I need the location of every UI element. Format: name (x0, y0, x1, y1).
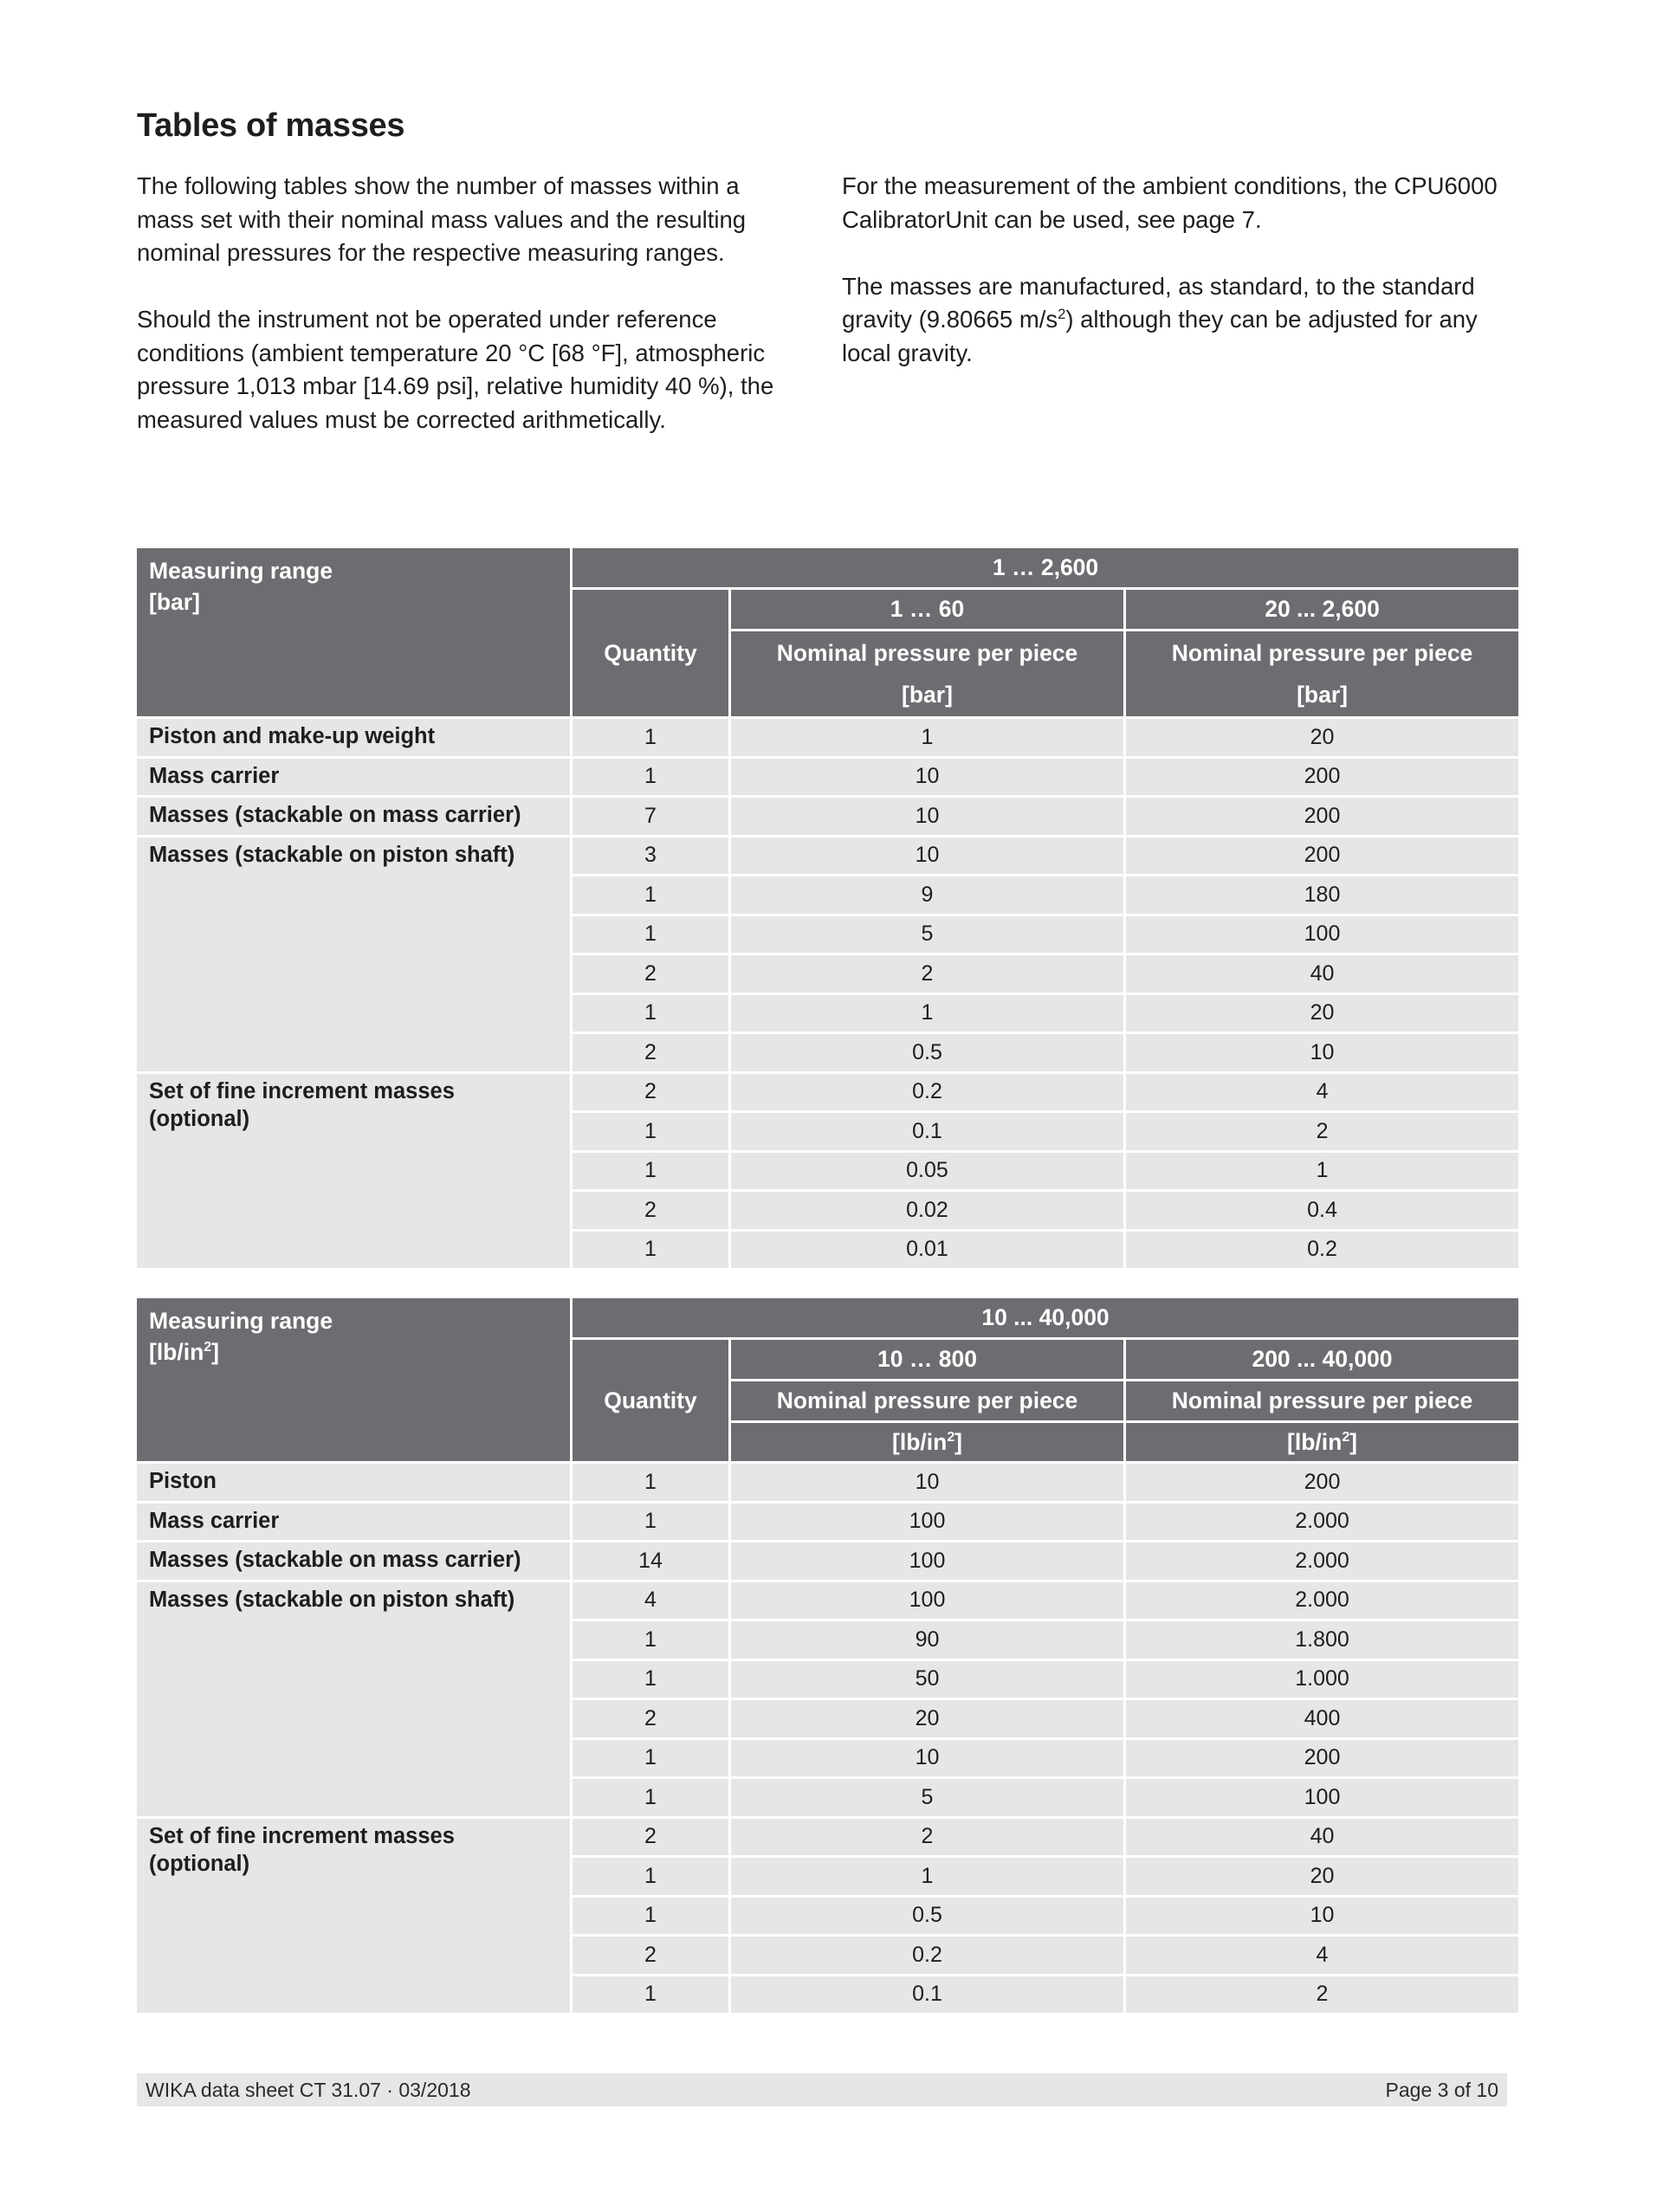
table-row (137, 759, 1518, 796)
nominal-unit: [bar] (902, 682, 953, 708)
quantity-cell: 2 (573, 955, 728, 993)
superscript: 2 (1058, 306, 1066, 322)
nominal-unit-header-1 (731, 1423, 1123, 1461)
group-label-line: Set of fine increment masses (149, 1823, 455, 1848)
mass-table-bar (134, 546, 1521, 1271)
quantity-cell: 1 (573, 1113, 728, 1150)
pressure-cell: 2.000 (1126, 1543, 1518, 1580)
pressure-cell: 20 (1126, 1858, 1518, 1895)
intro-paragraph: The following tables show the number of masses within a mass set with their nominal mass values and the resulting nominal pressures for the respective measuring ranges. (137, 172, 747, 266)
pressure-cell: 200 (1126, 759, 1518, 796)
intro-paragraph: For the measurement of the ambient conditions, the CPU6000 CalibratorUnit can be used, see page 7. (842, 172, 1498, 233)
pressure-cell: 200 (1126, 838, 1518, 875)
pressure-cell: 50 (731, 1661, 1123, 1698)
pressure-cell: 200 (1126, 1464, 1518, 1501)
pressure-cell: 100 (731, 1504, 1123, 1541)
unit-text: ] (211, 1339, 219, 1365)
group-label: Mass carrier (137, 1504, 570, 1541)
unit-text: ] (954, 1428, 962, 1455)
pressure-cell: 20 (1126, 719, 1518, 756)
superscript: 2 (1342, 1429, 1350, 1445)
page-title: Tables of masses (137, 107, 405, 144)
pressure-cell: 2 (1126, 1113, 1518, 1150)
pressure-cell: 2.000 (1126, 1504, 1518, 1541)
intro-left-column (137, 170, 795, 470)
pressure-cell: 100 (1126, 1779, 1518, 1816)
group-label-line: Set of fine increment masses (149, 1078, 455, 1103)
pressure-cell: 0.02 (731, 1192, 1123, 1229)
quantity-cell: 1 (573, 719, 728, 756)
quantity-cell: 7 (573, 798, 728, 835)
pressure-cell: 5 (731, 1779, 1123, 1816)
pressure-cell: 0.4 (1126, 1192, 1518, 1229)
group-label: Piston and make-up weight (137, 719, 570, 756)
nominal-unit-header-2 (1126, 1423, 1518, 1461)
quantity-header: Quantity (573, 590, 728, 716)
overall-range-header: 1 … 2,600 (573, 548, 1518, 587)
measuring-range-header (137, 548, 570, 716)
pressure-cell: 10 (1126, 1034, 1518, 1071)
quantity-cell: 1 (573, 1504, 728, 1541)
pressure-cell: 4 (1126, 1937, 1518, 1974)
unit-text: [lb/in (1287, 1428, 1343, 1455)
quantity-cell: 14 (573, 1543, 728, 1580)
pressure-cell: 90 (731, 1621, 1123, 1659)
pressure-cell: 4 (1126, 1074, 1518, 1111)
text-fragment: The masses are manufactured, as standard, to the standard gravity (9.80665 m/s (842, 272, 1475, 333)
superscript: 2 (204, 1340, 212, 1355)
quantity-cell: 2 (573, 1034, 728, 1071)
table-row (137, 798, 1518, 835)
quantity-cell: 1 (573, 876, 728, 914)
pressure-cell: 40 (1126, 955, 1518, 993)
pressure-cell: 10 (731, 798, 1123, 835)
pressure-cell: 0.5 (731, 1898, 1123, 1935)
pressure-cell: 1.000 (1126, 1661, 1518, 1698)
pressure-cell: 0.2 (1126, 1232, 1518, 1269)
pressure-cell: 40 (1126, 1819, 1518, 1856)
pressure-cell: 2.000 (1126, 1582, 1518, 1620)
pressure-cell: 1 (731, 719, 1123, 756)
overall-range-header: 10 ... 40,000 (573, 1298, 1518, 1337)
footer-page-number: Page 3 of 10 (1385, 2078, 1498, 2101)
text-fragment: ) although they can be adjusted for any local gravity. (842, 306, 1478, 366)
table-row (137, 719, 1518, 756)
unit-text: [lb/in (892, 1428, 948, 1455)
quantity-cell: 1 (573, 1464, 728, 1501)
pressure-cell: 10 (1126, 1898, 1518, 1935)
pressure-cell: 10 (731, 838, 1123, 875)
pressure-cell: 0.1 (731, 1976, 1123, 2014)
pressure-cell: 0.5 (731, 1034, 1123, 1071)
measuring-range-header (137, 1298, 570, 1461)
sub-range-header-2: 20 ... 2,600 (1126, 590, 1518, 629)
quantity-cell: 1 (573, 1898, 728, 1935)
group-label: Masses (stackable on piston shaft) (137, 838, 570, 1071)
pressure-cell: 1 (731, 995, 1123, 1032)
group-label: Masses (stackable on mass carrier) (137, 798, 570, 835)
quantity-cell: 1 (573, 1858, 728, 1895)
pressure-cell: 400 (1126, 1700, 1518, 1737)
pressure-cell: 0.2 (731, 1074, 1123, 1111)
nominal-pressure-header-2: Nominal pressure per piece (1126, 1381, 1518, 1420)
pressure-cell: 9 (731, 876, 1123, 914)
group-label (137, 1074, 570, 1269)
table-row (137, 1819, 1518, 1856)
sub-range-header-2: 200 ... 40,000 (1126, 1340, 1518, 1379)
superscript: 2 (947, 1429, 955, 1445)
pressure-cell: 5 (731, 916, 1123, 954)
pressure-cell: 20 (1126, 995, 1518, 1032)
quantity-cell: 1 (573, 995, 728, 1032)
quantity-cell: 2 (573, 1074, 728, 1111)
nominal-unit: [bar] (1297, 682, 1348, 708)
intro-right-column (842, 170, 1513, 404)
pressure-cell: 10 (731, 1464, 1123, 1501)
pressure-cell: 100 (731, 1543, 1123, 1580)
range-unit: [bar] (149, 589, 200, 615)
quantity-cell: 2 (573, 1937, 728, 1974)
pressure-cell: 200 (1126, 1740, 1518, 1777)
pressure-cell: 0.05 (731, 1153, 1123, 1190)
quantity-cell: 1 (573, 1153, 728, 1190)
table-row (137, 1582, 1518, 1620)
quantity-cell: 2 (573, 1192, 728, 1229)
pressure-cell: 1 (1126, 1153, 1518, 1190)
intro-paragraph (842, 270, 1513, 371)
intro-paragraph: Should the instrument not be operated under reference conditions (ambient temperature 20 °C [68 °F], atmospheric pressure 1,013 mbar [14.69 psi], relative humidity 40 %), the measured values must be corrected arithmetically. (137, 306, 774, 433)
pressure-cell: 0.2 (731, 1937, 1123, 1974)
table-row (137, 838, 1518, 875)
unit-text: ] (1349, 1428, 1357, 1455)
group-label: Masses (stackable on mass carrier) (137, 1543, 570, 1580)
range-label: Measuring range (149, 558, 333, 584)
group-label: Mass carrier (137, 759, 570, 796)
quantity-cell: 1 (573, 1779, 728, 1816)
nominal-pressure-header-1 (731, 631, 1123, 716)
group-label (137, 1819, 570, 2014)
pressure-cell: 10 (731, 759, 1123, 796)
sub-range-header-1: 1 … 60 (731, 590, 1123, 629)
quantity-cell: 3 (573, 838, 728, 875)
quantity-header: Quantity (573, 1340, 728, 1461)
quantity-cell: 2 (573, 1700, 728, 1737)
pressure-cell: 2 (731, 955, 1123, 993)
pressure-cell: 180 (1126, 876, 1518, 914)
nominal-label: Nominal pressure per piece (776, 640, 1078, 666)
range-unit (149, 1336, 558, 1368)
quantity-cell: 1 (573, 916, 728, 954)
quantity-cell: 4 (573, 1582, 728, 1620)
quantity-cell: 1 (573, 1232, 728, 1269)
table-row (137, 1074, 1518, 1111)
footer-document-id: WIKA data sheet CT 31.07 · 03/2018 (146, 2078, 471, 2101)
range-label: Measuring range (149, 1308, 333, 1334)
pressure-cell: 1 (731, 1858, 1123, 1895)
group-label: Piston (137, 1464, 570, 1501)
quantity-cell: 1 (573, 1621, 728, 1659)
pressure-cell: 100 (731, 1582, 1123, 1620)
group-label: Masses (stackable on piston shaft) (137, 1582, 570, 1816)
mass-table-psi (134, 1296, 1521, 2015)
pressure-cell: 1.800 (1126, 1621, 1518, 1659)
nominal-label: Nominal pressure per piece (1171, 640, 1473, 666)
pressure-cell: 10 (731, 1740, 1123, 1777)
pressure-cell: 2 (731, 1819, 1123, 1856)
page-footer (137, 2073, 1507, 2106)
sub-range-header-1: 10 … 800 (731, 1340, 1123, 1379)
table-row (137, 1464, 1518, 1501)
table-row (137, 1543, 1518, 1580)
pressure-cell: 200 (1126, 798, 1518, 835)
pressure-cell: 20 (731, 1700, 1123, 1737)
quantity-cell: 1 (573, 1740, 728, 1777)
quantity-cell: 1 (573, 1976, 728, 2014)
quantity-cell: 1 (573, 759, 728, 796)
group-label-line: (optional) (149, 1851, 250, 1876)
quantity-cell: 2 (573, 1819, 728, 1856)
table-row (137, 1504, 1518, 1541)
pressure-cell: 0.1 (731, 1113, 1123, 1150)
quantity-cell: 1 (573, 1661, 728, 1698)
group-label-line: (optional) (149, 1106, 250, 1131)
pressure-cell: 100 (1126, 916, 1518, 954)
nominal-pressure-header-2 (1126, 631, 1518, 716)
nominal-pressure-header-1: Nominal pressure per piece (731, 1381, 1123, 1420)
unit-text: [lb/in (149, 1339, 204, 1365)
pressure-cell: 2 (1126, 1976, 1518, 2014)
pressure-cell: 0.01 (731, 1232, 1123, 1269)
